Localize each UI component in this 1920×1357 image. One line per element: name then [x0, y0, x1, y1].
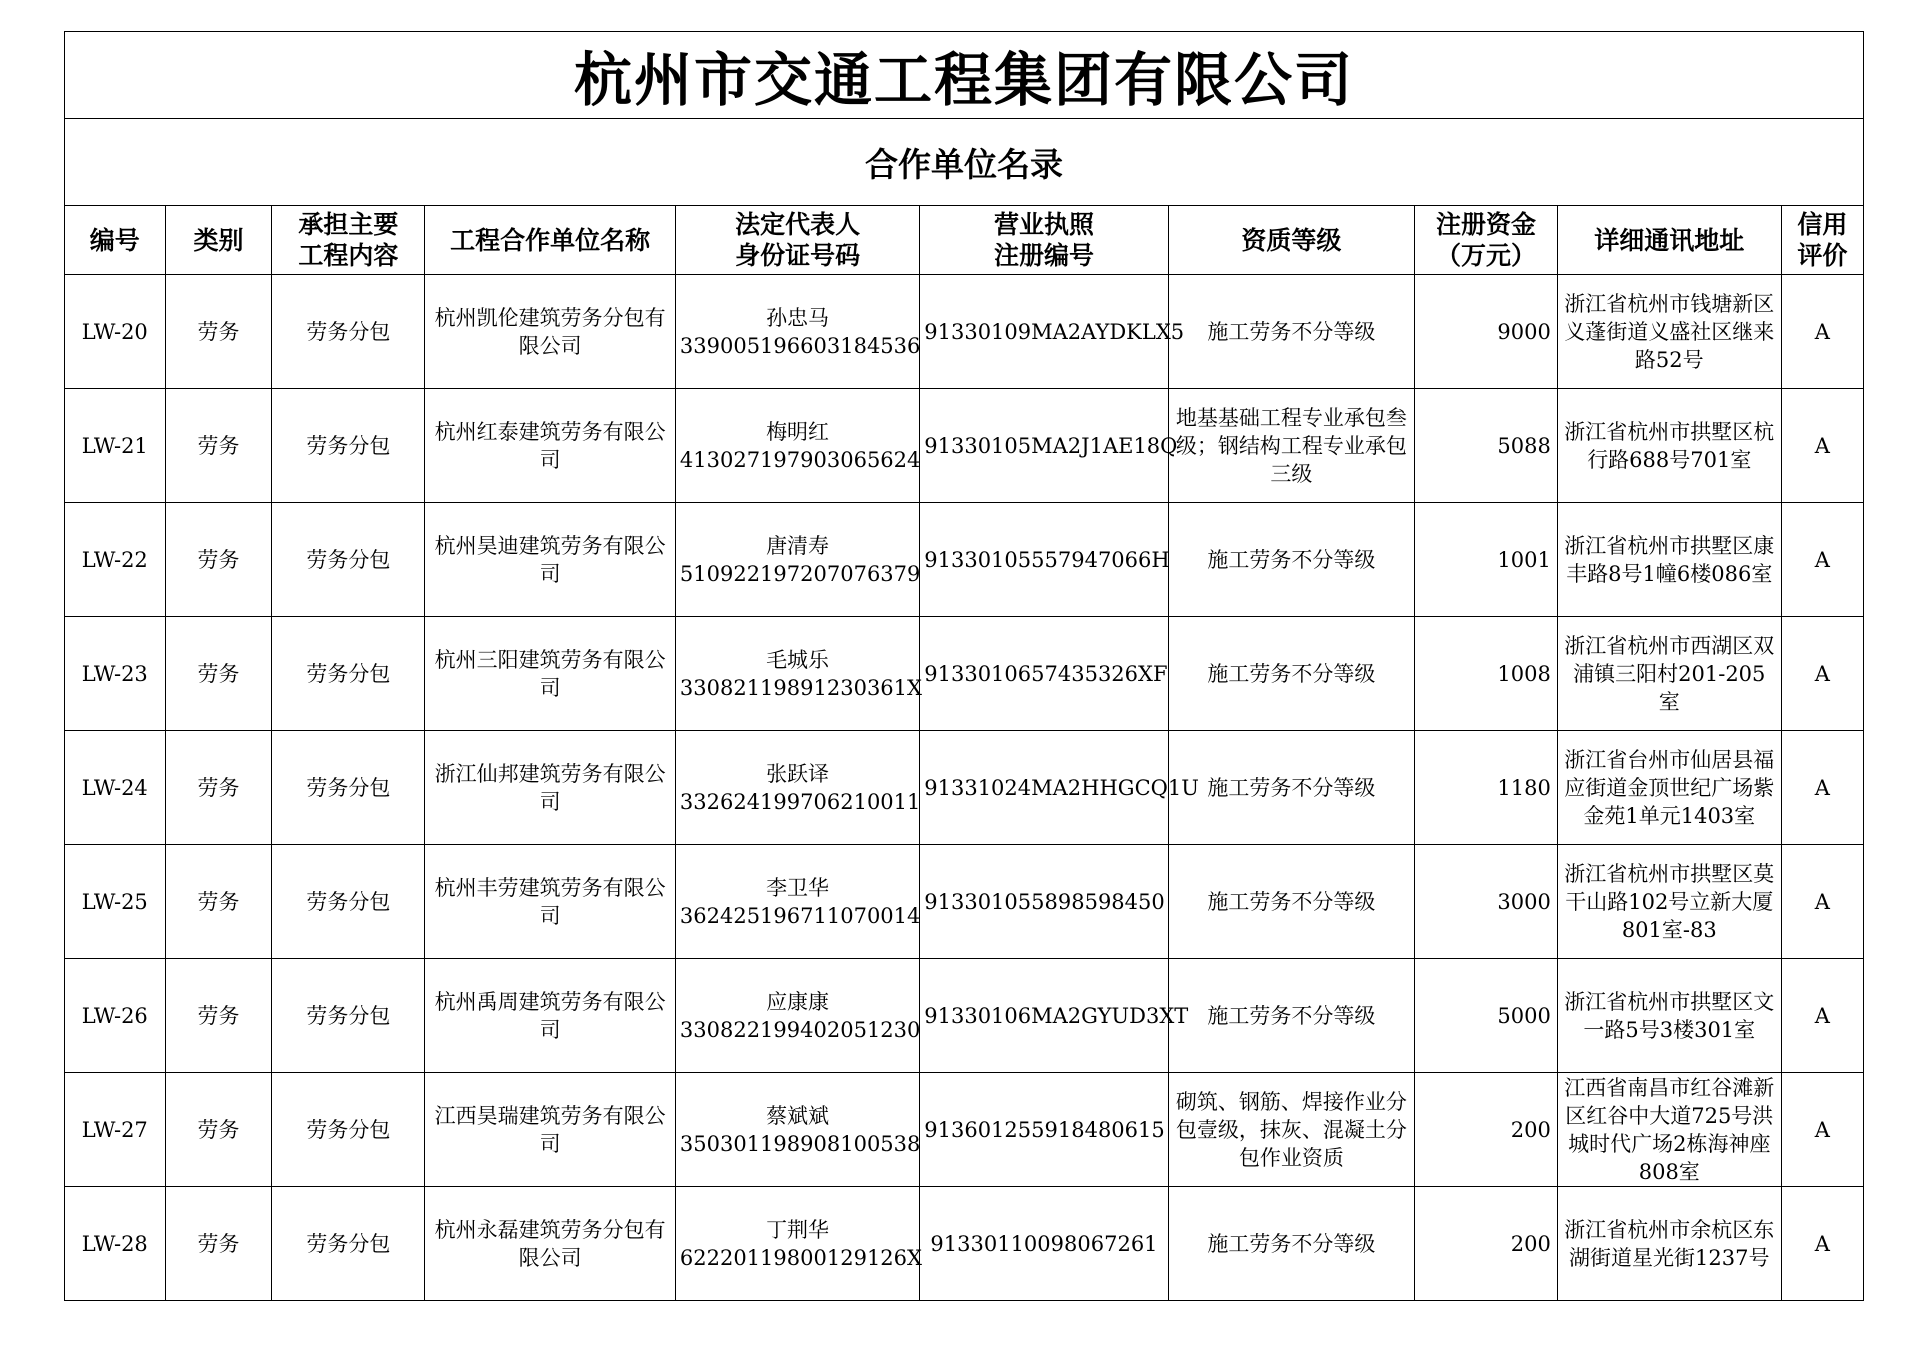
- cell-capital: 200: [1415, 1187, 1558, 1301]
- cell-category: 劳务: [165, 845, 272, 959]
- cell-capital: 1008: [1415, 617, 1558, 731]
- cell-qualification: 施工劳务不分等级: [1168, 617, 1414, 731]
- cell-rep: [675, 389, 919, 503]
- cell-address: 浙江省杭州市钱塘新区义蓬街道义盛社区继来路52号: [1557, 275, 1781, 389]
- cell-content: 劳务分包: [272, 503, 425, 617]
- cell-id: LW-27: [65, 1073, 166, 1187]
- cell-id: LW-22: [65, 503, 166, 617]
- cell-company: 杭州丰劳建筑劳务有限公司: [425, 845, 676, 959]
- cell-content: 劳务分包: [272, 389, 425, 503]
- cell-qualification: 施工劳务不分等级: [1168, 275, 1414, 389]
- cell-rating: A: [1781, 617, 1863, 731]
- cell-content: 劳务分包: [272, 959, 425, 1073]
- cell-capital: 5088: [1415, 389, 1558, 503]
- cell-id: LW-20: [65, 275, 166, 389]
- header-content-line: 承担主要: [298, 210, 399, 239]
- cell-content: 劳务分包: [272, 275, 425, 389]
- cell-rating: A: [1781, 1187, 1863, 1301]
- cell-content: 劳务分包: [272, 1187, 425, 1301]
- table-row: [65, 845, 1864, 959]
- header-rating: [1781, 206, 1863, 275]
- header-capital-line: （万元）: [1435, 241, 1536, 270]
- cell-category: 劳务: [165, 1187, 272, 1301]
- cell-capital: 200: [1415, 1073, 1558, 1187]
- rep-name: 孙忠马: [766, 305, 830, 330]
- cell-content: 劳务分包: [272, 617, 425, 731]
- cell-license: 91330105MA2J1AE18Q: [920, 389, 1168, 503]
- header-license: [920, 206, 1168, 275]
- rep-name: 毛城乐: [766, 647, 830, 672]
- rep-name: 唐清寿: [766, 533, 830, 558]
- rep-name: 蔡斌斌: [766, 1103, 830, 1128]
- cell-category: 劳务: [165, 617, 272, 731]
- cell-content: 劳务分包: [272, 1073, 425, 1187]
- cell-capital: 5000: [1415, 959, 1558, 1073]
- cell-company: 杭州凯伦建筑劳务分包有限公司: [425, 275, 676, 389]
- cell-qualification: 砌筑、钢筋、焊接作业分包壹级，抹灰、混凝土分包作业资质: [1168, 1073, 1414, 1187]
- cell-id: LW-28: [65, 1187, 166, 1301]
- cell-company: 杭州禹周建筑劳务有限公司: [425, 959, 676, 1073]
- cell-id: LW-21: [65, 389, 166, 503]
- rep-id-number: 339005196603184536: [679, 333, 921, 358]
- header-content: [272, 206, 425, 275]
- rep-id-number: 62220119800129126X: [679, 1245, 922, 1270]
- header-rating-line: 评价: [1797, 241, 1848, 270]
- cell-address: 浙江省台州市仙居县福应街道金顶世纪广场紫金苑1单元1403室: [1557, 731, 1781, 845]
- cell-license: 91330106MA2GYUD3XT: [920, 959, 1168, 1073]
- table-row: [65, 1073, 1864, 1187]
- cell-qualification: 施工劳务不分等级: [1168, 845, 1414, 959]
- cell-capital: 1180: [1415, 731, 1558, 845]
- table-row: [65, 389, 1864, 503]
- cell-rep: [675, 275, 919, 389]
- rep-id-number: 33082119891230361X: [679, 675, 922, 700]
- partner-directory-table: [64, 31, 1864, 1301]
- table-row: [65, 959, 1864, 1073]
- cell-company: 浙江仙邦建筑劳务有限公司: [425, 731, 676, 845]
- cell-company: 杭州昊迪建筑劳务有限公司: [425, 503, 676, 617]
- cell-category: 劳务: [165, 503, 272, 617]
- header-rating-line: 信用: [1797, 210, 1848, 239]
- cell-qualification: 施工劳务不分等级: [1168, 731, 1414, 845]
- cell-rep: [675, 845, 919, 959]
- cell-content: 劳务分包: [272, 731, 425, 845]
- rep-name: 应康康: [766, 989, 830, 1014]
- cell-category: 劳务: [165, 389, 272, 503]
- cell-license: 91330110098067261: [920, 1187, 1168, 1301]
- table-row: [65, 731, 1864, 845]
- header-rep: [675, 206, 919, 275]
- cell-license: 91331024MA2HHGCQ1U: [920, 731, 1168, 845]
- cell-id: LW-26: [65, 959, 166, 1073]
- header-capital-line: 注册资金: [1435, 210, 1536, 239]
- cell-id: LW-25: [65, 845, 166, 959]
- cell-qualification: 地基基础工程专业承包叁级；钢结构工程专业承包三级: [1168, 389, 1414, 503]
- cell-license: 913301055898598450: [920, 845, 1168, 959]
- cell-company: 杭州永磊建筑劳务分包有限公司: [425, 1187, 676, 1301]
- cell-qualification: 施工劳务不分等级: [1168, 959, 1414, 1073]
- header-license-line: 注册编号: [993, 241, 1094, 270]
- cell-category: 劳务: [165, 275, 272, 389]
- cell-rep: [675, 503, 919, 617]
- cell-company: 杭州三阳建筑劳务有限公司: [425, 617, 676, 731]
- rep-name: 梅明红: [766, 419, 830, 444]
- cell-id: LW-23: [65, 617, 166, 731]
- cell-address: 浙江省杭州市拱墅区莫干山路102号立新大厦801室-83: [1557, 845, 1781, 959]
- cell-address: 浙江省杭州市拱墅区康丰路8号1幢6楼086室: [1557, 503, 1781, 617]
- table-row: [65, 275, 1864, 389]
- cell-qualification: 施工劳务不分等级: [1168, 1187, 1414, 1301]
- cell-company: 杭州红泰建筑劳务有限公司: [425, 389, 676, 503]
- cell-rating: A: [1781, 389, 1863, 503]
- cell-rep: [675, 617, 922, 731]
- cell-category: 劳务: [165, 1073, 272, 1187]
- header-category: 类别: [165, 206, 272, 275]
- rep-id-number: 350301198908100538: [679, 1131, 921, 1156]
- cell-company: 江西昊瑞建筑劳务有限公司: [425, 1073, 676, 1187]
- cell-content: 劳务分包: [272, 845, 425, 959]
- document-title: 杭州市交通工程集团有限公司: [65, 32, 1864, 119]
- header-qualification: 资质等级: [1168, 206, 1414, 275]
- table-row: [65, 503, 1864, 617]
- header-content-line: 工程内容: [298, 241, 399, 270]
- cell-category: 劳务: [165, 959, 272, 1073]
- header-capital: [1415, 206, 1558, 275]
- cell-address: 浙江省杭州市拱墅区文一路5号3楼301室: [1557, 959, 1781, 1073]
- cell-qualification: 施工劳务不分等级: [1168, 503, 1414, 617]
- document-subtitle: 合作单位名录: [65, 119, 1864, 206]
- cell-address: 浙江省杭州市拱墅区杭行路688号701室: [1557, 389, 1781, 503]
- rep-name: 张跃译: [766, 761, 830, 786]
- cell-address: 江西省南昌市红谷滩新区红谷中大道725号洪城时代广场2栋海神座808室: [1557, 1073, 1781, 1187]
- cell-rating: A: [1781, 731, 1863, 845]
- header-license-line: 营业执照: [993, 210, 1094, 239]
- header-id: 编号: [65, 206, 166, 275]
- cell-capital: 1001: [1415, 503, 1558, 617]
- cell-license: 91330109MA2AYDKLX5: [920, 275, 1168, 389]
- rep-id-number: 413027197903065624: [679, 447, 921, 472]
- cell-rep: [675, 1187, 922, 1301]
- cell-rating: A: [1781, 503, 1863, 617]
- cell-id: LW-24: [65, 731, 166, 845]
- header-address: 详细通讯地址: [1557, 206, 1781, 275]
- cell-rating: A: [1781, 1073, 1863, 1187]
- cell-rep: [675, 1073, 919, 1187]
- cell-license: 9133010657435326XF: [920, 617, 1168, 731]
- cell-address: 浙江省杭州市西湖区双浦镇三阳村201-205室: [1557, 617, 1781, 731]
- cell-capital: 3000: [1415, 845, 1558, 959]
- cell-rating: A: [1781, 275, 1863, 389]
- cell-license: 913601255918480615: [920, 1073, 1168, 1187]
- rep-id-number: 330822199402051230: [679, 1017, 921, 1042]
- rep-id-number: 362425196711070014: [679, 903, 921, 928]
- rep-name: 李卫华: [766, 875, 830, 900]
- cell-rep: [675, 959, 919, 1073]
- cell-rating: A: [1781, 845, 1863, 959]
- cell-rep: [675, 731, 919, 845]
- rep-name: 丁荆华: [766, 1217, 830, 1242]
- cell-rating: A: [1781, 959, 1863, 1073]
- rep-id-number: 332624199706210011: [679, 789, 921, 814]
- rep-id-number: 510922197207076379: [679, 561, 921, 586]
- cell-address: 浙江省杭州市余杭区东湖街道星光街1237号: [1557, 1187, 1781, 1301]
- table-row: [65, 617, 1864, 731]
- cell-license: 91330105557947066H: [920, 503, 1168, 617]
- header-rep-line: 身份证号码: [735, 241, 861, 270]
- cell-capital: 9000: [1415, 275, 1558, 389]
- header-rep-line: 法定代表人: [735, 210, 861, 239]
- table-row: [65, 1187, 1864, 1301]
- cell-category: 劳务: [165, 731, 272, 845]
- header-company: 工程合作单位名称: [425, 206, 676, 275]
